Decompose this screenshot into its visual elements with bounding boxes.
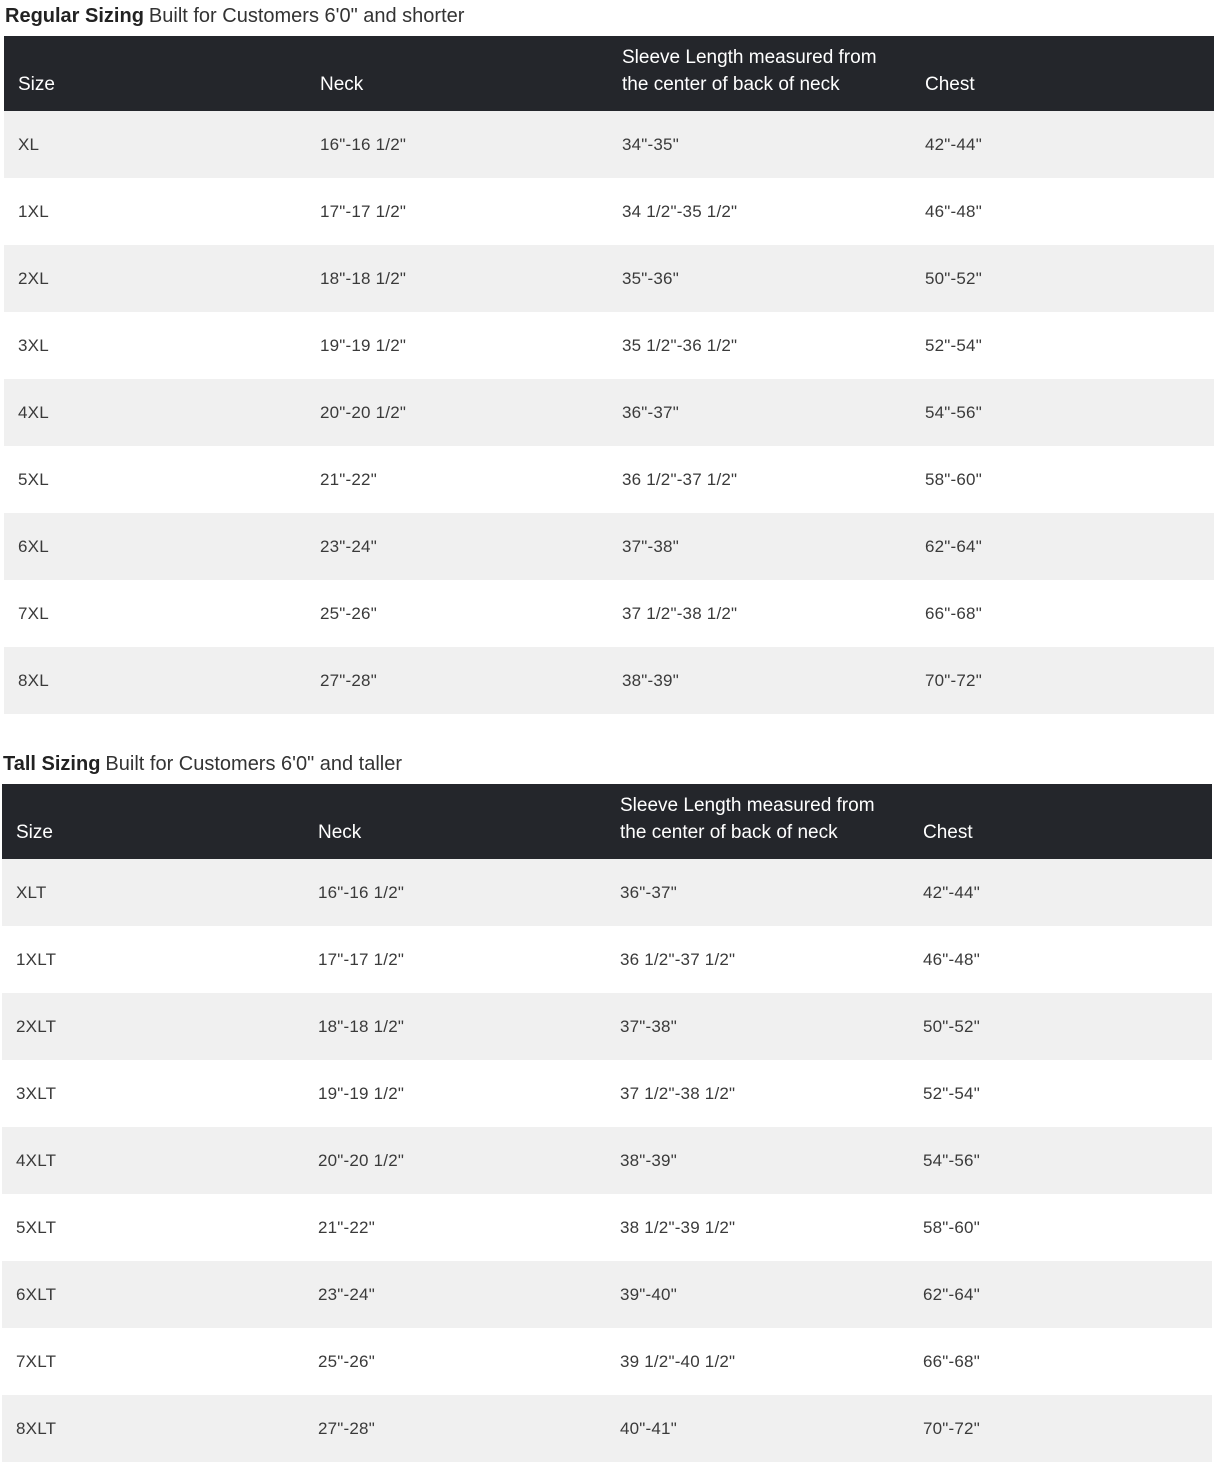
table-row xyxy=(4,312,1214,379)
regular-sizing-subtitle: Built for Customers 6'0" and shorter xyxy=(148,5,465,27)
cell-chest: 54"-56" xyxy=(923,1150,980,1170)
table-row xyxy=(4,111,1214,178)
cell-size: 2XLT xyxy=(16,1016,57,1036)
tall-sizing-section xyxy=(0,748,1216,1462)
cell-sleeve-length: 35 1/2"-36 1/2" xyxy=(622,335,738,355)
table-row xyxy=(2,1127,1212,1194)
table-row xyxy=(4,379,1214,446)
cell-chest: 46"-48" xyxy=(925,201,982,221)
cell-size: 7XLT xyxy=(16,1351,57,1371)
regular-sizing-heading xyxy=(0,0,1216,36)
cell-neck: 27"-28" xyxy=(320,670,377,690)
sleeve-header-line2: the center of back of neck xyxy=(622,74,840,95)
cell-chest: 42"-44" xyxy=(923,882,980,902)
cell-neck: 16"-16 1/2" xyxy=(320,134,407,154)
cell-sleeve-length: 35"-36" xyxy=(622,268,679,288)
cell-size: 1XL xyxy=(18,201,49,221)
sleeve-header-line2: the center of back of neck xyxy=(620,822,838,843)
tall-sizing-title: Tall Sizing xyxy=(3,753,101,775)
table-row xyxy=(4,446,1214,513)
cell-size: 8XLT xyxy=(16,1418,57,1438)
cell-sleeve-length: 39"-40" xyxy=(620,1284,677,1304)
cell-size: 3XLT xyxy=(16,1083,57,1103)
cell-chest: 62"-64" xyxy=(925,536,982,556)
cell-size: 6XLT xyxy=(16,1284,57,1304)
cell-size: 4XL xyxy=(18,402,49,422)
cell-sleeve-length: 37 1/2"-38 1/2" xyxy=(620,1083,736,1103)
cell-neck: 21"-22" xyxy=(320,469,377,489)
cell-sleeve-length: 36 1/2"-37 1/2" xyxy=(622,469,738,489)
cell-neck: 25"-26" xyxy=(320,603,377,623)
tall-size-table xyxy=(2,784,1212,1462)
cell-chest: 70"-72" xyxy=(923,1418,980,1438)
table-row xyxy=(2,926,1212,993)
column-header-size: Size xyxy=(18,74,55,95)
cell-sleeve-length: 38"-39" xyxy=(620,1150,677,1170)
cell-sleeve-length: 40"-41" xyxy=(620,1418,677,1438)
cell-neck: 19"-19 1/2" xyxy=(320,335,407,355)
table-row xyxy=(4,245,1214,312)
regular-sizing-title: Regular Sizing xyxy=(5,5,144,27)
cell-size: 8XL xyxy=(18,670,49,690)
cell-size: 5XL xyxy=(18,469,49,489)
cell-neck: 19"-19 1/2" xyxy=(318,1083,405,1103)
cell-neck: 16"-16 1/2" xyxy=(318,882,405,902)
table-row xyxy=(2,1060,1212,1127)
cell-neck: 17"-17 1/2" xyxy=(320,201,407,221)
cell-chest: 66"-68" xyxy=(925,603,982,623)
cell-size: 3XL xyxy=(18,335,49,355)
column-header-sleeve xyxy=(606,784,909,859)
cell-sleeve-length: 34 1/2"-35 1/2" xyxy=(622,201,738,221)
cell-sleeve-length: 36"-37" xyxy=(622,402,679,422)
cell-neck: 25"-26" xyxy=(318,1351,375,1371)
cell-sleeve-length: 38 1/2"-39 1/2" xyxy=(620,1217,736,1237)
table-row xyxy=(2,1261,1212,1328)
cell-sleeve-length: 36 1/2"-37 1/2" xyxy=(620,949,736,969)
cell-size: 6XL xyxy=(18,536,49,556)
cell-chest: 50"-52" xyxy=(925,268,982,288)
cell-size: 1XLT xyxy=(16,949,57,969)
table-header-row xyxy=(2,784,1212,859)
cell-neck: 17"-17 1/2" xyxy=(318,949,405,969)
cell-neck: 21"-22" xyxy=(318,1217,375,1237)
cell-size: 4XLT xyxy=(16,1150,57,1170)
table-row xyxy=(4,513,1214,580)
cell-chest: 50"-52" xyxy=(923,1016,980,1036)
column-header-neck: Neck xyxy=(320,74,364,95)
cell-sleeve-length: 37"-38" xyxy=(620,1016,677,1036)
tall-table-body xyxy=(2,859,1212,1462)
table-row xyxy=(2,1395,1212,1462)
column-header-size: Size xyxy=(16,822,53,843)
cell-sleeve-length: 34"-35" xyxy=(622,134,679,154)
regular-size-table xyxy=(4,36,1214,714)
column-header-neck: Neck xyxy=(318,822,362,843)
cell-sleeve-length: 37 1/2"-38 1/2" xyxy=(622,603,738,623)
cell-chest: 62"-64" xyxy=(923,1284,980,1304)
table-header-row xyxy=(4,36,1214,111)
cell-chest: 46"-48" xyxy=(923,949,980,969)
cell-neck: 18"-18 1/2" xyxy=(318,1016,405,1036)
cell-chest: 54"-56" xyxy=(925,402,982,422)
sleeve-header-line1: Sleeve Length measured from xyxy=(620,795,875,816)
cell-chest: 58"-60" xyxy=(925,469,982,489)
table-row xyxy=(2,859,1212,926)
column-header-chest: Chest xyxy=(925,74,975,95)
cell-neck: 27"-28" xyxy=(318,1418,375,1438)
cell-chest: 58"-60" xyxy=(923,1217,980,1237)
cell-size: 2XL xyxy=(18,268,49,288)
tall-sizing-subtitle: Built for Customers 6'0" and taller xyxy=(105,753,403,775)
table-row xyxy=(2,993,1212,1060)
cell-chest: 66"-68" xyxy=(923,1351,980,1371)
cell-size: XL xyxy=(18,134,40,154)
cell-neck: 23"-24" xyxy=(318,1284,375,1304)
cell-size: 7XL xyxy=(18,603,49,623)
cell-chest: 52"-54" xyxy=(923,1083,980,1103)
cell-sleeve-length: 37"-38" xyxy=(622,536,679,556)
column-header-sleeve xyxy=(608,36,911,111)
cell-neck: 20"-20 1/2" xyxy=(320,402,407,422)
cell-sleeve-length: 38"-39" xyxy=(622,670,679,690)
regular-sizing-section xyxy=(0,0,1216,714)
table-row xyxy=(4,647,1214,714)
cell-sleeve-length: 36"-37" xyxy=(620,882,677,902)
cell-chest: 52"-54" xyxy=(925,335,982,355)
tall-sizing-heading xyxy=(0,748,1216,784)
table-row xyxy=(2,1194,1212,1261)
cell-neck: 20"-20 1/2" xyxy=(318,1150,405,1170)
cell-chest: 42"-44" xyxy=(925,134,982,154)
cell-size: 5XLT xyxy=(16,1217,57,1237)
cell-size: XLT xyxy=(16,882,47,902)
cell-neck: 18"-18 1/2" xyxy=(320,268,407,288)
cell-neck: 23"-24" xyxy=(320,536,377,556)
cell-sleeve-length: 39 1/2"-40 1/2" xyxy=(620,1351,736,1371)
table-row xyxy=(4,580,1214,647)
column-header-chest: Chest xyxy=(923,822,973,843)
regular-table-body xyxy=(4,111,1214,714)
table-row xyxy=(2,1328,1212,1395)
cell-chest: 70"-72" xyxy=(925,670,982,690)
table-row xyxy=(4,178,1214,245)
sleeve-header-line1: Sleeve Length measured from xyxy=(622,47,877,68)
